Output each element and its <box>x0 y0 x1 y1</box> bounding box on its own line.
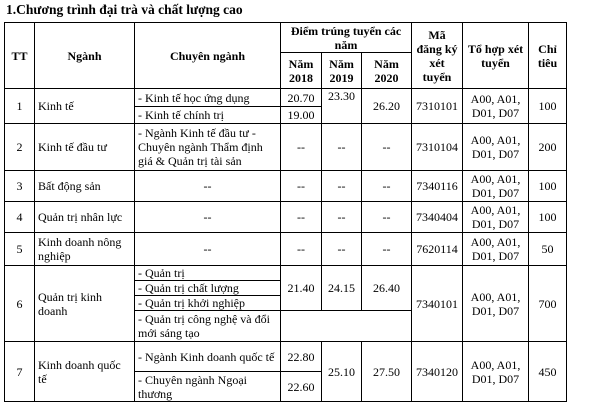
cell-to-hop: A00, A01, D01, D07 <box>463 202 529 233</box>
cell-chi-tieu: 50 <box>529 233 567 266</box>
cell-chi-tieu: 100 <box>529 202 567 233</box>
cell-to-hop: A00, A01, D01, D07 <box>463 233 529 266</box>
cell-chuyen-nganh: - Ngành Kinh doanh quốc tế <box>135 342 281 372</box>
table-row <box>5 202 567 233</box>
cell-nganh: Quản trị nhân lực <box>35 202 135 233</box>
cell-2019: 23.30 <box>322 89 362 124</box>
cell-chuyen-nganh: -- <box>135 202 281 233</box>
cell-ma: 7340120 <box>412 342 463 402</box>
cell-ma: 7620114 <box>412 233 463 266</box>
cell-chi-tieu: 100 <box>529 89 567 124</box>
table-row <box>5 89 567 107</box>
cell-to-hop: A00, A01, D01, D07 <box>463 342 529 402</box>
cell-2019: -- <box>322 171 362 202</box>
cell-2018: 21.40 <box>281 266 322 311</box>
header-chuyen-nganh: Chuyên ngành <box>135 23 281 89</box>
cell-2018: -- <box>281 202 322 233</box>
cell-2019: -- <box>322 202 362 233</box>
table-row <box>5 171 567 202</box>
cell-ma: 7340116 <box>412 171 463 202</box>
cell-chuyen-nganh: - Quản trị <box>135 266 281 281</box>
cell-to-hop: A00, A01, D01, D07 <box>463 89 529 124</box>
cell-2019: -- <box>322 124 362 171</box>
table-row <box>5 266 567 281</box>
cell-to-hop: A00, A01, D01, D07 <box>463 124 529 171</box>
header-ma: Mã đăng ký xét tuyển <box>412 23 463 89</box>
cell-to-hop: A00, A01, D01, D07 <box>463 171 529 202</box>
cell-chi-tieu: 700 <box>529 266 567 342</box>
cell-tt: 2 <box>5 124 35 171</box>
cell-tt: 5 <box>5 233 35 266</box>
cell-ma: 7340101 <box>412 266 463 342</box>
cell-chuyen-nganh: - Chuyên ngành Ngoại thương <box>135 372 281 402</box>
header-2020: Năm 2020 <box>362 53 412 89</box>
cell-ma: 7310104 <box>412 124 463 171</box>
cell-2018: 20.70 <box>281 89 322 107</box>
cell-chi-tieu: 200 <box>529 124 567 171</box>
cell-2018: -- <box>281 233 322 266</box>
cell-nganh: Kinh tế đầu tư <box>35 124 135 171</box>
cell-2018: -- <box>281 171 322 202</box>
cell-nganh: Kinh tế <box>35 89 135 124</box>
table-row <box>5 342 567 372</box>
cell-nganh: Bất động sản <box>35 171 135 202</box>
cell-chuyen-nganh: - Quản trị chất lượng <box>135 281 281 296</box>
cell-2020: 27.50 <box>362 342 412 402</box>
cell-2019: -- <box>322 233 362 266</box>
cell-chuyen-nganh: - Ngành Kinh tế đầu tư - Chuyên ngành Thẩm định giá & Quản trị tài sản <box>135 124 281 171</box>
cell-chuyen-nganh: -- <box>135 171 281 202</box>
cell-2020: -- <box>362 171 412 202</box>
cell-chuyen-nganh: - Quản trị công nghệ và đổi mới sáng tạo <box>135 311 281 342</box>
cell-2018: 22.60 <box>281 372 322 402</box>
cell-tt: 6 <box>5 266 35 342</box>
header-to-hop: Tổ hợp xét tuyển <box>463 23 529 89</box>
admission-table <box>4 22 567 402</box>
cell-to-hop: A00, A01, D01, D07 <box>463 266 529 342</box>
cell-2020: -- <box>362 202 412 233</box>
cell-chi-tieu: 100 <box>529 171 567 202</box>
cell-2019: 25.10 <box>322 342 362 402</box>
section-heading: 1.Chương trình đại trà và chất lượng cao <box>6 2 243 17</box>
cell-chuyen-nganh: -- <box>135 233 281 266</box>
cell-2020: -- <box>362 124 412 171</box>
cell-tt: 7 <box>5 342 35 402</box>
cell-nganh: Kinh doanh quốc tế <box>35 342 135 402</box>
header-diem: Điểm trúng tuyển các năm <box>281 23 412 53</box>
cell-chi-tieu: 450 <box>529 342 567 402</box>
header-chi-tieu: Chỉ tiêu <box>529 23 567 89</box>
cell-chuyen-nganh: - Quản trị khởi nghiệp <box>135 296 281 311</box>
header-tt: TT <box>5 23 35 89</box>
cell-2020: 26.20 <box>362 89 412 124</box>
table-row <box>5 124 567 171</box>
cell-2018: 19.00 <box>281 107 322 124</box>
cell-2018: -- <box>281 124 322 171</box>
cell-2020: 26.40 <box>362 266 412 311</box>
cell-tt: 3 <box>5 171 35 202</box>
header-nganh: Ngành <box>35 23 135 89</box>
cell-2020: -- <box>362 233 412 266</box>
cell-nganh: Kinh doanh nông nghiệp <box>35 233 135 266</box>
cell-ma: 7340404 <box>412 202 463 233</box>
cell-nganh: Quản trị kinh doanh <box>35 266 135 342</box>
cell-ma: 7310101 <box>412 89 463 124</box>
cell-2019: 24.15 <box>322 266 362 311</box>
header-2019: Năm 2019 <box>322 53 362 89</box>
table-row <box>5 233 567 266</box>
header-row <box>5 23 567 53</box>
cell-chuyen-nganh: - Kinh tế chính trị <box>135 107 281 124</box>
cell-tt: 1 <box>5 89 35 124</box>
cell-2018: 22.80 <box>281 342 322 372</box>
cell-tt: 4 <box>5 202 35 233</box>
header-2018: Năm 2018 <box>281 53 322 89</box>
cell-chuyen-nganh: - Kinh tế học ứng dụng <box>135 89 281 107</box>
